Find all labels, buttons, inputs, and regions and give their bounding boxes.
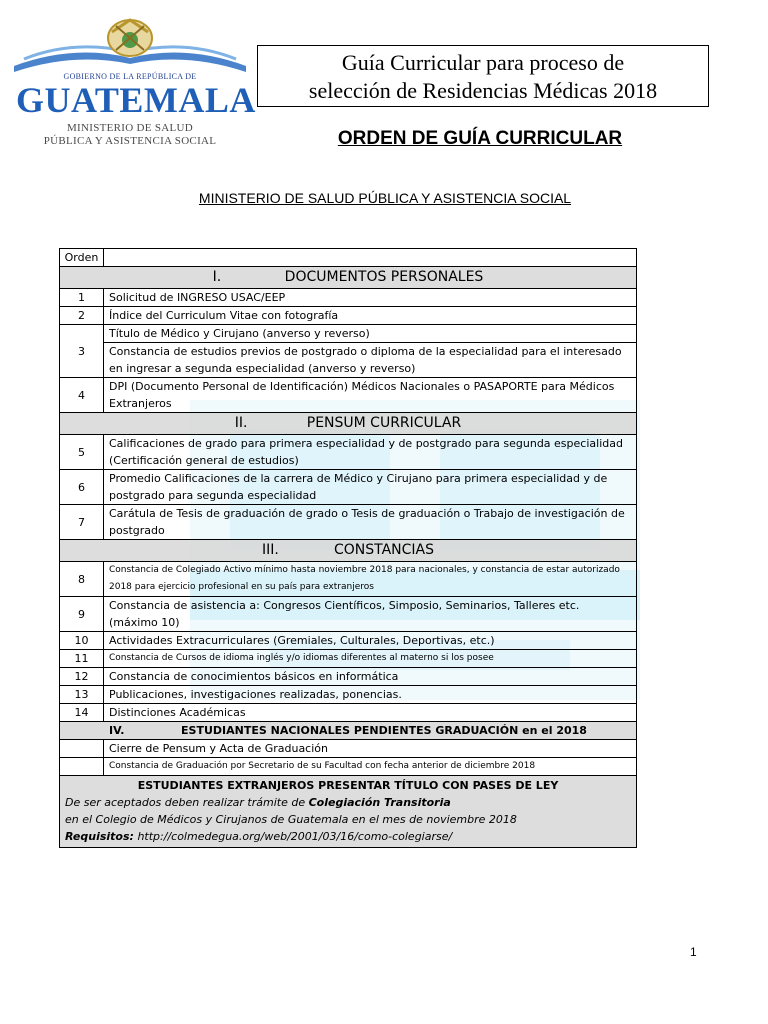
logo-ministry-line1: MINISTERIO DE SALUD [66, 122, 194, 134]
table-row [60, 343, 637, 378]
row-number: 2 [60, 307, 104, 325]
section-roman: IV. [109, 724, 125, 737]
table-row [60, 435, 637, 470]
row-number: 3 [60, 325, 104, 378]
section-row-1 [60, 267, 637, 289]
section-roman: II. [234, 415, 248, 431]
table-row [60, 325, 637, 343]
section-title: CONSTANCIAS [333, 542, 435, 558]
row-number: 12 [60, 668, 104, 686]
table-row [60, 686, 637, 704]
requirements-label: Requisitos: [65, 830, 134, 843]
table-row [60, 562, 637, 597]
table-row [60, 505, 637, 540]
table-header-row [60, 249, 637, 267]
row-text: Cierre de Pensum y Acta de Graduación [104, 740, 637, 758]
row-text: Constancia de conocimientos básicos en informática [104, 668, 637, 686]
section-row-3 [60, 540, 637, 562]
row-text: Solicitud de INGRESO USAC/EEP [104, 289, 637, 307]
section-row-2 [60, 413, 637, 435]
row-number: 6 [60, 470, 104, 505]
row-number: 8 [60, 562, 104, 597]
curricular-guide-table [59, 248, 637, 848]
row-number: 9 [60, 597, 104, 632]
logo-country-text: GUATEMALA [16, 80, 256, 120]
row-text: Publicaciones, investigaciones realizadas, ponencias. [104, 686, 637, 704]
document-title-box [257, 45, 709, 107]
guatemala-logo [14, 14, 256, 147]
section-title: PENSUM CURRICULAR [306, 415, 462, 431]
logo-gobierno-text: GOBIERNO DE LA REPÚBLICA DE [63, 72, 197, 81]
coat-of-arms-icon [14, 14, 246, 74]
section-row-4 [60, 722, 637, 740]
table-row [60, 289, 637, 307]
table-row [60, 632, 637, 650]
row-text: Promedio Calificaciones de la carrera de Médico y Cirujano para primera especialidad y de postgrado para segunda especialidad [104, 470, 637, 505]
orden-header: Orden [60, 249, 104, 267]
table-row [60, 307, 637, 325]
row-number: 1 [60, 289, 104, 307]
row-number: 7 [60, 505, 104, 540]
row-number: 14 [60, 704, 104, 722]
row-number-empty [60, 740, 104, 758]
section-title: DOCUMENTOS PERSONALES [284, 269, 484, 285]
section-roman: III. [261, 542, 279, 558]
section-roman: I. [212, 269, 222, 285]
extranjeros-line-1 [65, 794, 631, 811]
table-row [60, 740, 637, 758]
row-text-continued: Constancia de estudios previos de postgrado o diploma de la especialidad para el interesado en ingresar a segunda especialidad (anverso y reverso) [104, 343, 637, 378]
row-text: DPI (Documento Personal de Identificación) Médicos Nacionales o PASAPORTE para Médicos Extranjeros [104, 378, 637, 413]
line1-text: De ser aceptados deben realizar trámite de [65, 796, 309, 809]
row-text: Constancia de asistencia a: Congresos Científicos, Simposio, Seminarios, Talleres etc. (máximo 10) [104, 597, 637, 632]
title-line-1: Guía Curricular para proceso de [341, 50, 625, 75]
row-number: 13 [60, 686, 104, 704]
row-number: 10 [60, 632, 104, 650]
row-text: Título de Médico y Cirujano (anverso y reverso) [104, 325, 637, 343]
table-row [60, 470, 637, 505]
row-number: 5 [60, 435, 104, 470]
table-row [60, 650, 637, 668]
table-row [60, 704, 637, 722]
row-text: Constancia de Cursos de idioma inglés y/o idiomas diferentes al materno si los posee [104, 650, 637, 668]
row-number: 11 [60, 650, 104, 668]
extranjeros-heading: ESTUDIANTES EXTRANJEROS PRESENTAR TÍTULO CON PASES DE LEY [137, 779, 559, 792]
row-text: Constancia de Colegiado Activo mínimo hasta noviembre 2018 para nacionales, y constancia de estar autorizado 2018 para ejercicio profesional en su país para extranjeros [104, 562, 637, 597]
row-number: 4 [60, 378, 104, 413]
requirements-url[interactable]: http://colmedegua.org/web/2001/03/16/como-colegiarse/ [137, 830, 453, 843]
row-text: Distinciones Académicas [104, 704, 637, 722]
extranjeros-block [60, 776, 637, 848]
row-text: Índice del Curriculum Vitae con fotografía [104, 307, 637, 325]
row-number-empty [60, 758, 104, 776]
orden-title: ORDEN DE GUÍA CURRICULAR [337, 128, 623, 149]
row-text: Carátula de Tesis de graduación de grado o Tesis de graduación o Trabajo de investigación de postgrado [104, 505, 637, 540]
table-row [60, 597, 637, 632]
row-text: Calificaciones de grado para primera especialidad y de postgrado para segunda especialidad (Certificación general de estudios) [104, 435, 637, 470]
extranjeros-requirements [65, 828, 631, 845]
header-blank-cell [104, 249, 637, 267]
row-text: Constancia de Graduación por Secretario de su Facultad con fecha anterior de diciembre 2018 [104, 758, 637, 776]
line1-bold-text: Colegiación Transitoria [308, 796, 451, 809]
title-line-2: selección de Residencias Médicas 2018 [308, 78, 658, 103]
row-text: Actividades Extracurriculares (Gremiales, Culturales, Deportivas, etc.) [104, 632, 637, 650]
ministry-heading: MINISTERIO DE SALUD PÚBLICA Y ASISTENCIA SOCIAL [198, 190, 572, 206]
table-row [60, 668, 637, 686]
extranjeros-line-2: en el Colegio de Médicos y Cirujanos de Guatemala en el mes de noviembre 2018 [65, 813, 517, 826]
page-number: 1 [690, 945, 697, 959]
table-row [60, 758, 637, 776]
table-row [60, 378, 637, 413]
logo-ministry-line2: PÚBLICA Y ASISTENCIA SOCIAL [43, 135, 217, 147]
section-title: ESTUDIANTES NACIONALES PENDIENTES GRADUACIÓN en el 2018 [181, 724, 587, 737]
